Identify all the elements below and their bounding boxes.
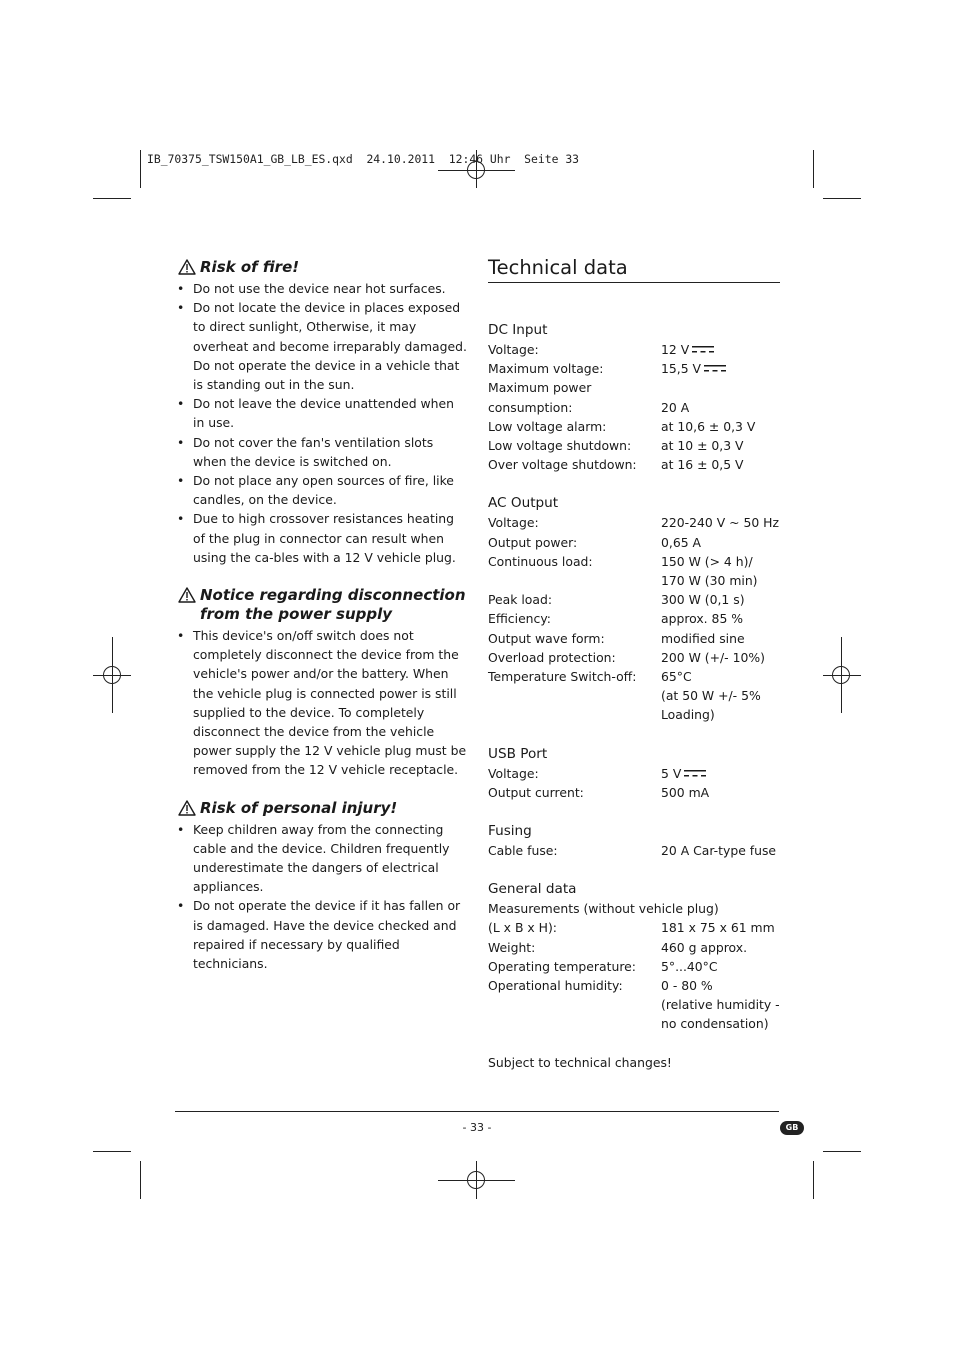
list-item: • This device's on/off switch does not completely disconnect the device from the vehicle's power and/or the battery. When the vehicle plug is connected power is still supplied to the device. To completely disconnect the device from the vehicle power supply the 12 V vehicle plug must be removed from the 12 V vehicle receptacle. bbox=[176, 626, 468, 780]
group-title: Fusing bbox=[488, 823, 532, 840]
list-item: • Do not locate the device in places exposed to direct sunlight, Otherwise, it may overheat and become irreparably damaged. Do not operate the device in a vehicle that is standing out in the sun. bbox=[176, 298, 468, 394]
spec-row: Efficiency: approx. 85 % bbox=[488, 611, 744, 627]
spec-row: Voltage: 12 V bbox=[488, 340, 780, 359]
language-badge: GB bbox=[780, 1121, 804, 1135]
spec-row: Voltage: 220-240 V ~ 50 Hz bbox=[488, 515, 779, 531]
warning-triangle-icon bbox=[178, 259, 196, 275]
subject-to-change-note: Subject to technical changes! bbox=[488, 1054, 672, 1070]
group-title: AC Output bbox=[488, 495, 559, 512]
direct-current-icon bbox=[704, 365, 726, 372]
group-title: General data bbox=[488, 881, 577, 898]
list-item: • Keep children away from the connecting cable and the device. Children frequently underestimate the dangers of electrical appliances. bbox=[176, 820, 468, 897]
technical-data-column bbox=[488, 256, 780, 1072]
list-item: • Due to high crossover resistances heating of the plug in connector can result when using the ca-bles with a 12 V vehicle plug. bbox=[176, 509, 468, 567]
section-heading: Risk of personal injury! bbox=[176, 799, 468, 818]
list-item: • Do not operate the device if it has fallen or is damaged. Have the device checked and repaired if necessary by qualified technicians. bbox=[176, 896, 468, 973]
dc-input-group bbox=[488, 320, 780, 474]
spec-row: Over voltage shutdown: at 16 ± 0,5 V bbox=[488, 457, 744, 473]
list-item: • Do not place any open sources of fire, like candles, on the device. bbox=[176, 471, 468, 509]
group-title: DC Input bbox=[488, 322, 548, 338]
spec-row: Loading) bbox=[661, 707, 715, 723]
warning-triangle-icon bbox=[178, 587, 196, 603]
group-title: USB Port bbox=[488, 745, 548, 762]
spec-row: Cable fuse: 20 A Car-type fuse bbox=[488, 843, 777, 859]
spec-row: Operating temperature: 5°...40°C bbox=[488, 958, 718, 974]
section-heading: Notice regarding disconnection from the power supply bbox=[176, 586, 468, 624]
direct-current-icon bbox=[684, 770, 706, 777]
disconnection-notice-section bbox=[176, 586, 468, 780]
spec-row: Low voltage alarm: at 10,6 ± 0,3 V bbox=[488, 418, 756, 434]
list-item: • Do not use the device near hot surfaces. bbox=[176, 279, 468, 298]
fusing-group bbox=[488, 821, 780, 860]
safety-column bbox=[176, 258, 468, 992]
direct-current-icon bbox=[692, 346, 714, 353]
spec-row: Overload protection: 200 W (+/- 10%) bbox=[488, 649, 765, 665]
page-number: - 33 - bbox=[462, 1121, 492, 1134]
spec-row: no condensation) bbox=[661, 1016, 769, 1032]
spec-row: Continuous load: 150 W (> 4 h)/ bbox=[488, 553, 753, 569]
spec-row: Maximum power bbox=[488, 380, 592, 396]
usb-port-group bbox=[488, 744, 780, 802]
spec-row: Measurements (without vehicle plug) bbox=[488, 901, 719, 917]
spec-row: Temperature Switch-off: 65°C bbox=[488, 669, 692, 685]
spec-row: Output wave form: modified sine bbox=[488, 630, 745, 646]
spec-row: Output power: 0,65 A bbox=[488, 534, 702, 550]
print-slug: IB_70375_TSW150A1_GB_LB_ES.qxd 24.10.2011 12:46 Uhr Seite 33 bbox=[147, 152, 580, 166]
spec-row: Weight: 460 g approx. bbox=[488, 939, 748, 955]
spec-row: (L x B x H): 181 x 75 x 61 mm bbox=[488, 920, 775, 936]
warning-triangle-icon bbox=[178, 800, 196, 816]
general-data-group bbox=[488, 879, 780, 1033]
spec-row: Maximum voltage: 15,5 V bbox=[488, 359, 780, 378]
ac-output-group bbox=[488, 493, 780, 724]
spec-row: consumption: 20 A bbox=[488, 399, 690, 415]
list-item: • Do not cover the fan's ventilation slots when the device is switched on. bbox=[176, 433, 468, 471]
spec-row: Low voltage shutdown: at 10 ± 0,3 V bbox=[488, 438, 744, 454]
spec-row: Voltage: 5 V bbox=[488, 764, 780, 783]
page-title: Technical data bbox=[488, 256, 780, 283]
spec-row: Output current: 500 mA bbox=[488, 784, 710, 800]
spec-row: Peak load: 300 W (0,1 s) bbox=[488, 592, 745, 608]
list-item: • Do not leave the device unattended when in use. bbox=[176, 394, 468, 432]
spec-row: 170 W (30 min) bbox=[661, 573, 758, 589]
personal-injury-section bbox=[176, 799, 468, 974]
section-heading: Risk of fire! bbox=[176, 258, 468, 277]
spec-row: (at 50 W +/- 5% bbox=[661, 688, 761, 704]
spec-row: (relative humidity - bbox=[661, 997, 780, 1013]
spec-row: Operational humidity: 0 - 80 % bbox=[488, 978, 713, 994]
risk-of-fire-section bbox=[176, 258, 468, 567]
footer-divider bbox=[175, 1111, 779, 1112]
